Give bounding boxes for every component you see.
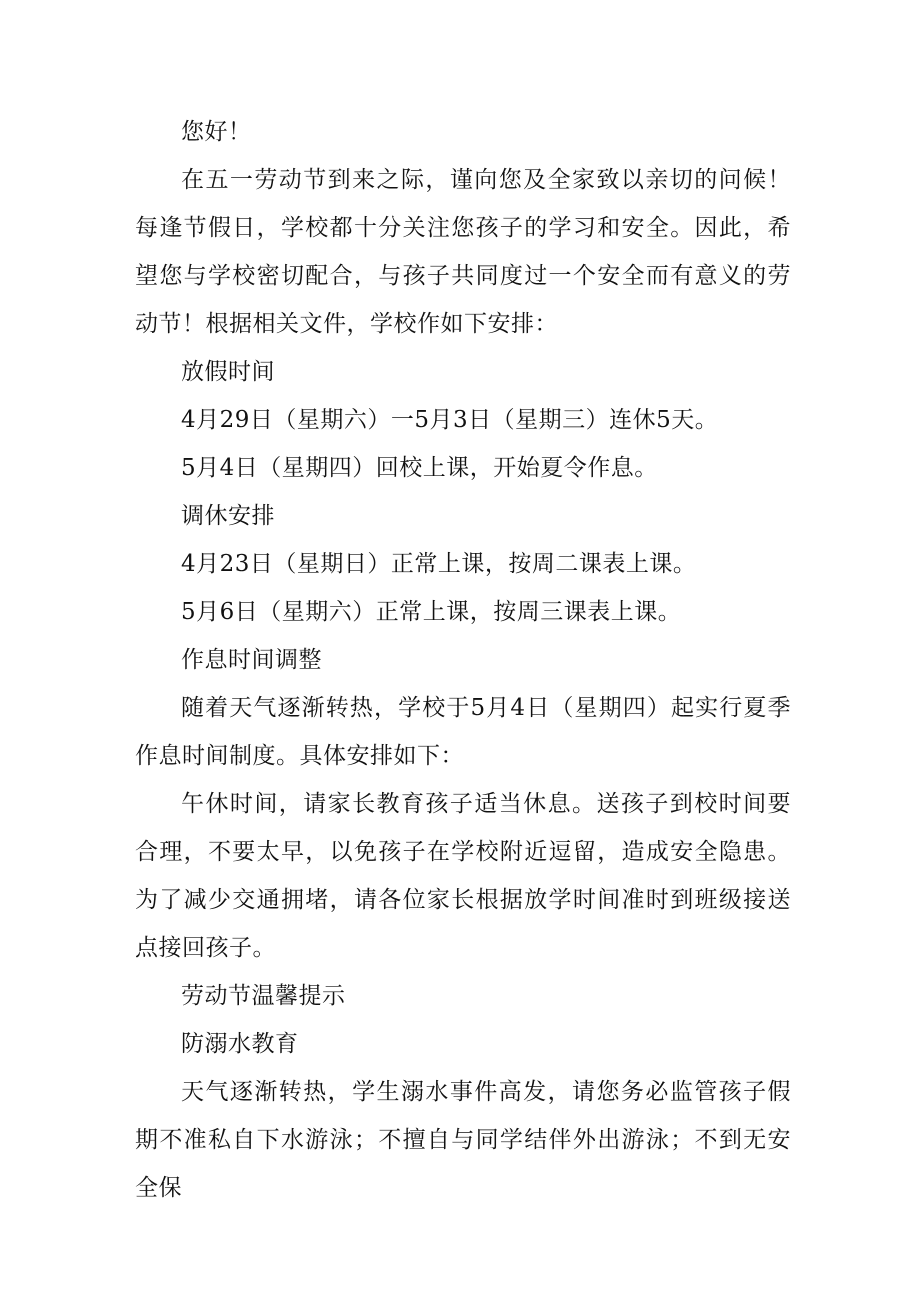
section-heading-makeup-days: 调休安排 <box>181 503 275 529</box>
subheading-drowning-prevention: 防溺水教育 <box>181 1031 299 1057</box>
drowning-prevention-paragraph: 天气逐渐转热，学生溺水事件高发，请您务必监管孩子假期不准私自下水游泳；不擅自与同学结伴外出游泳；不到无安全保 <box>135 1079 791 1201</box>
section-heading-schedule-adjustment: 作息时间调整 <box>181 647 322 673</box>
nap-time-paragraph: 午休时间，请家长教育孩子适当休息。送孩子到校时间要合理，不要太早，以免孩子在学校附近逗留，造成安全隐患。为了减少交通拥堵，请各位家长根据放学时间准时到班级接送点接回孩子。 <box>135 791 791 961</box>
makeup-day-2: 5月6日（星期六）正常上课，按周三课表上课。 <box>181 599 682 625</box>
intro-paragraph: 在五一劳动节到来之际，谨向您及全家致以亲切的问候！每逢节假日，学校都十分关注您孩子的学习和安全。因此，希望您与学校密切配合，与孩子共同度过一个安全而有意义的劳动节！根据相关文件，学校作如下安排： <box>135 167 791 337</box>
schedule-adjustment-paragraph: 随着天气逐渐转热，学校于5月4日（星期四）起实行夏季作息时间制度。具体安排如下： <box>135 695 791 769</box>
return-to-school: 5月4日（星期四）回校上课，开始夏令作息。 <box>181 455 658 481</box>
section-heading-tips: 劳动节温馨提示 <box>181 983 346 1009</box>
document-body <box>135 108 791 1212</box>
section-heading-holiday-time: 放假时间 <box>181 359 275 385</box>
greeting: 您好！ <box>181 119 252 145</box>
holiday-dates: 4月29日（星期六）一5月3日（星期三）连休5天。 <box>181 407 719 433</box>
makeup-day-1: 4月23日（星期日）正常上课，按周二课表上课。 <box>181 551 697 577</box>
